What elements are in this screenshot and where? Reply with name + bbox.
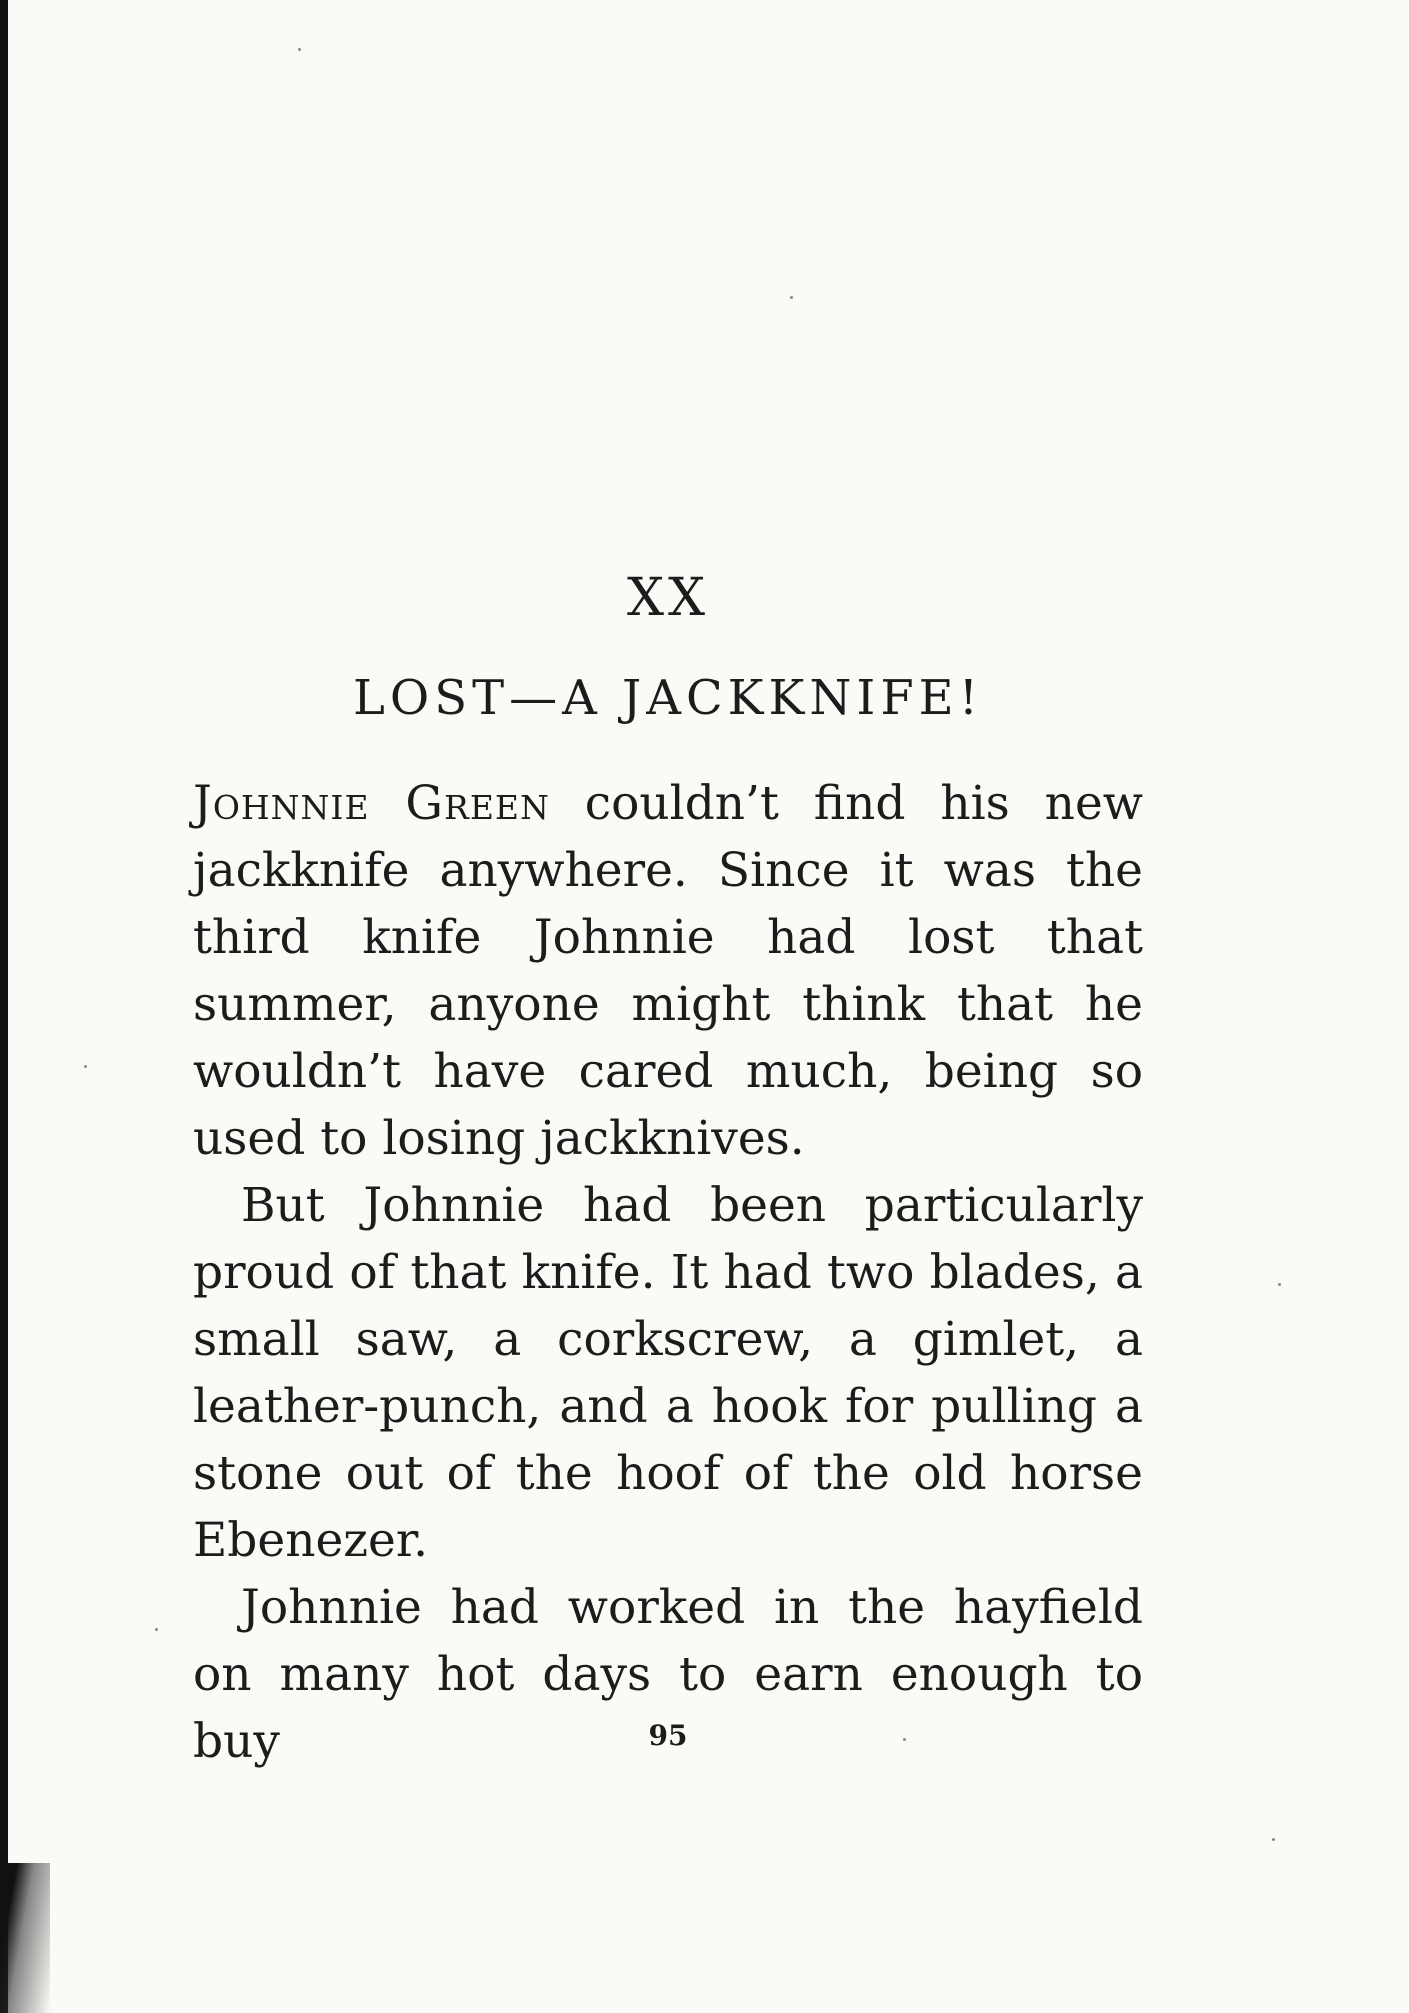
lead-in-name: Johnnie Green (193, 776, 550, 831)
book-spine-shadow (0, 0, 8, 2013)
book-spine-shadow-bottom (0, 1863, 50, 2013)
chapter-body (193, 770, 1143, 1775)
paper-speck (1272, 1838, 1275, 1841)
paragraph-2: But Johnnie had been particularly proud of that knife. It had two blades, a small saw, a corkscrew, a gimlet, a leather-punch, and a hook for pulling a stone out of the hoof of the old horse Ebenezer. (193, 1178, 1143, 1568)
page-number: 95 (648, 1719, 688, 1752)
paper-speck (790, 296, 793, 299)
paper-speck (1278, 1283, 1281, 1286)
paragraph-3: Johnnie had worked in the hayfield on many hot days to earn enough to buy (193, 1580, 1143, 1769)
paper-speck (298, 48, 301, 51)
paper-speck (155, 1628, 158, 1631)
chapter-title: LOST—A JACKKNIFE! (353, 670, 983, 726)
paragraph-1-text: couldn’t find his new jackknife anywhere. Since it was the third knife Johnnie had lost that summer, anyone might think that he wouldn’t have cared much, being so used to losing jackknives. (193, 776, 1143, 1166)
paragraph-1 (193, 770, 1143, 1172)
paper-speck (84, 1065, 87, 1068)
chapter-number: XX (626, 568, 710, 628)
